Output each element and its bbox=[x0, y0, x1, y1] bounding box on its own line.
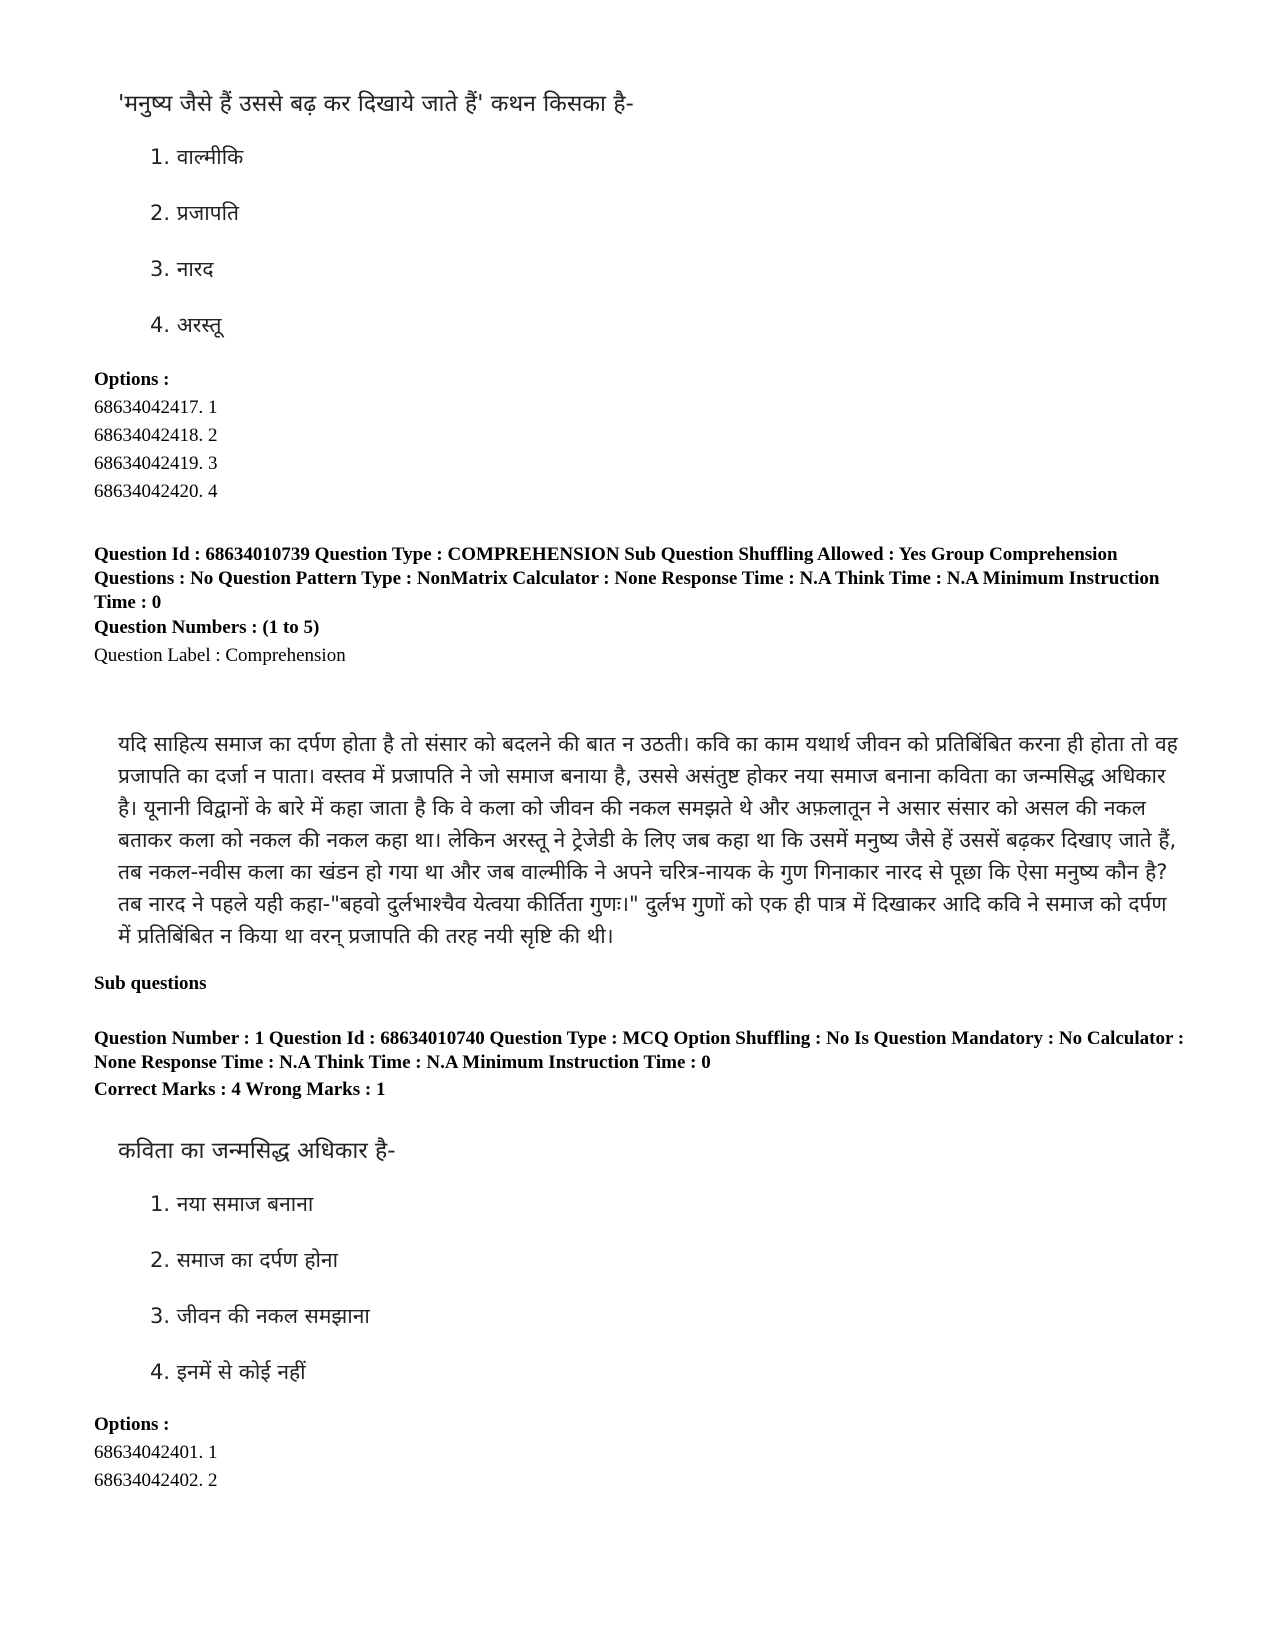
option-id: 68634042417. 1 bbox=[94, 397, 218, 418]
question-numbers: Question Numbers : (1 to 5) bbox=[94, 617, 320, 638]
choice: 4. इनमें से कोई नहीं bbox=[150, 1360, 306, 1384]
choice: 1. वाल्मीकि bbox=[150, 145, 244, 169]
option-id: 68634042418. 2 bbox=[94, 425, 218, 446]
sub-questions-heading: Sub questions bbox=[94, 973, 207, 994]
options-label: Options : bbox=[94, 369, 170, 390]
choice: 2. प्रजापति bbox=[150, 201, 240, 225]
option-id: 68634042420. 4 bbox=[94, 481, 218, 502]
question-text: कविता का जन्मसिद्ध अधिकार है- bbox=[118, 1138, 396, 1164]
choice: 3. नारद bbox=[150, 257, 214, 281]
choice: 3. जीवन की नकल समझाना bbox=[150, 1304, 370, 1328]
choice: 4. अरस्तू bbox=[150, 313, 222, 337]
comprehension-passage: यदि साहित्य समाज का दर्पण होता है तो संसार को बदलने की बात न उठती। कवि का काम यथार्थ जीवन को प्रतिबिंबित करना ही होता तो वह प्रजापति का दर्जा न पाता। वस्तव में प्रजापति ने जो समाज बनाया है, उससे असंतुष्ट होकर नया समाज बनाना कविता का जन्मसिद्ध अधिकार है। यूनानी विद्वानों के बारे में कहा जाता है कि वे कला को जीवन की नकल समझते थे और अफ़लातून ने असार संसार को असल की नकल बताकर कला को नकल की नकल कहा था। लेकिन अरस्तू ने ट्रेजेडी के लिए जब कहा था कि उसमें मनुष्य जैसे हें उससें बढ़कर दिखाए जाते हैं, तब नकल-नवीस कला का खंडन हो गया था और जब वाल्मीकि ने अपने चरित्र-नायक के गुण गिनाकार नारद से पूछा कि ऐसा मनुष्य कौन है? तब नारद ने पहले यही कहा-"बहवो दुर्लभाश्चैव येत्वया कीर्तिता गुणः।" दुर्लभ गुणों को एक ही पात्र में दिखाकर आदि कवि ने समाज को दर्पण में प्रतिबिंबित न किया था वरन् प्रजापति की तरह नयी सृष्टि की थी। bbox=[118, 732, 1178, 948]
question-label: Question Label : Comprehension bbox=[94, 645, 346, 666]
marks: Correct Marks : 4 Wrong Marks : 1 bbox=[94, 1079, 386, 1100]
option-id: 68634042401. 1 bbox=[94, 1442, 218, 1463]
option-id: 68634042419. 3 bbox=[94, 453, 218, 474]
choice: 1. नया समाज बनाना bbox=[150, 1192, 314, 1216]
choice: 2. समाज का दर्पण होना bbox=[150, 1248, 339, 1272]
option-id: 68634042402. 2 bbox=[94, 1470, 218, 1491]
question-text: 'मनुष्य जैसे हैं उससे बढ़ कर दिखाये जाते हैं' कथन किसका है- bbox=[118, 91, 634, 117]
options-label: Options : bbox=[94, 1414, 170, 1435]
question-meta: Question Number : 1 Question Id : 68634010740 Question Type : MCQ Option Shuffling : No Is Question Mandatory : No Calculator : None Response Time : N.A Think Time : N.A Minimum Instruction Time : 0 bbox=[94, 1028, 1185, 1073]
comprehension-meta: Question Id : 68634010739 Question Type : COMPREHENSION Sub Question Shuffling Allowed : Yes Group Comprehension Questions : No Question Pattern Type : NonMatrix Calculator : None Response Time : N.A Think Time : N.A Minimum Instruction Time : 0 bbox=[94, 544, 1160, 613]
